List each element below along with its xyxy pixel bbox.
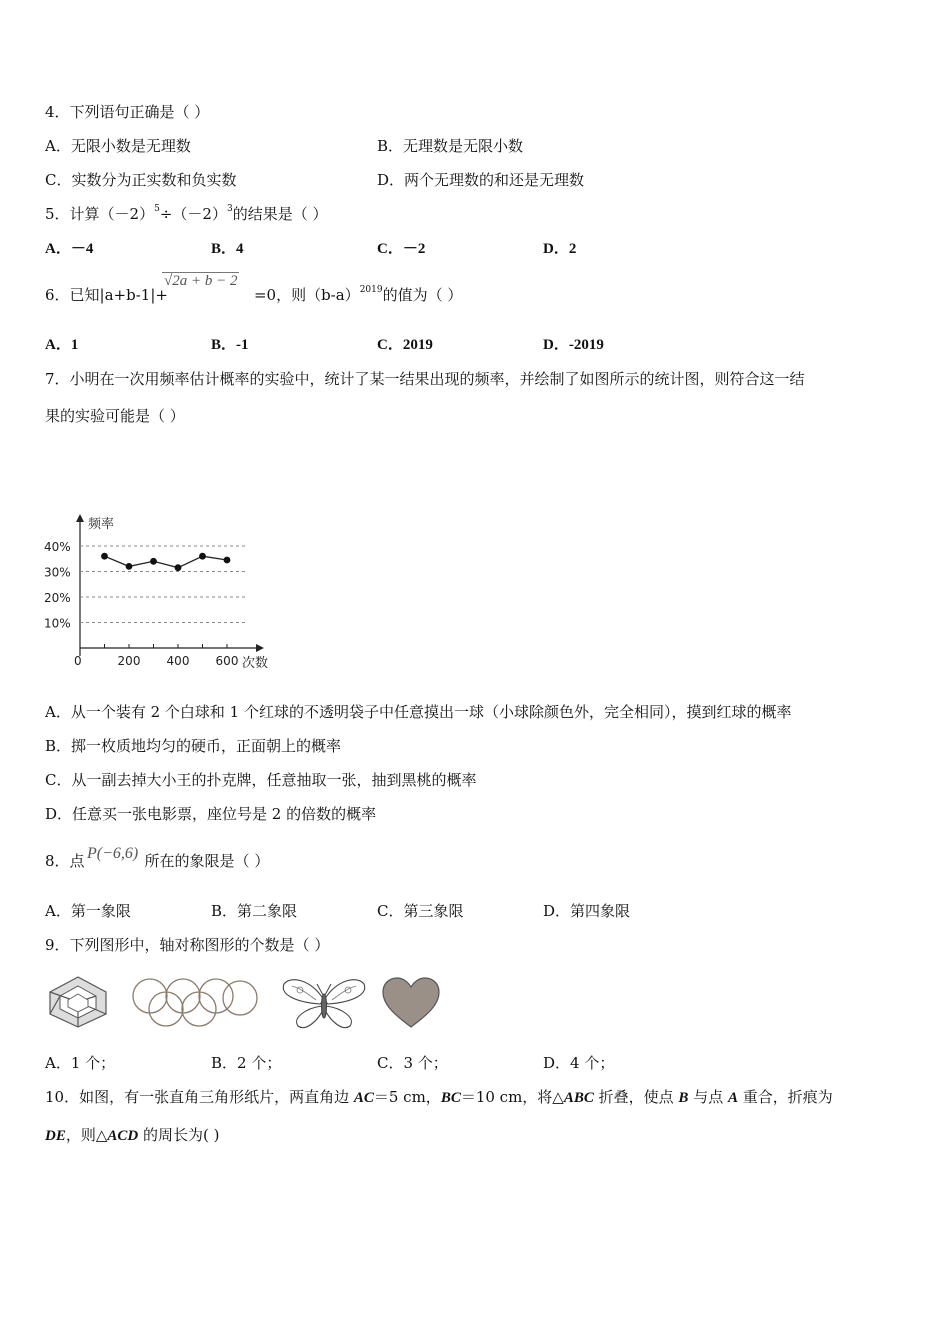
q10-stem-line1: 10．如图，有一张直角三角形纸片，两直角边 AC＝5 cm，BC＝10 cm，将△ABC 折叠，使点 B 与点 A 重合，折痕为 [45,1088,833,1106]
q6-option-b: B．-1 [211,337,249,353]
y-tick-label: 30% [44,565,71,580]
data-point [101,553,108,560]
q5-option-b: B．4 [211,241,244,257]
y-axis-arrow [76,514,84,522]
q6-stem: 6．已知|a+b-1|+ =0，则$(b-a)^{2019}$的值为（ ） [45,285,463,304]
q5-stem: 5．计算$(-2)^5\div(-2)^3$的结果是（ ） [45,204,328,223]
q7-option-c: C．从一副去掉大小王的扑克牌，任意抽取一张，抽到黑桃的概率 [45,771,477,789]
q9-option-c: C．3 个； [377,1054,448,1072]
q9-option-d: D．4 个； [543,1054,615,1072]
q4-option-b: B．无理数是无限小数 [377,137,524,155]
hexagon-knot-figure [44,974,112,1030]
heart-figure [381,977,441,1029]
q5-option-a: A．－4 [45,241,94,257]
q5-option-d: D．2 [543,241,577,257]
data-point [126,563,133,570]
q7-option-d: D．任意买一张电影票，座位号是 2 的倍数的概率 [45,805,377,823]
data-point [199,553,206,560]
data-point [224,557,231,564]
x-tick-label: 200 [117,654,141,668]
q8-option-c: C．第三象限 [377,902,464,920]
q6-option-a: A．1 [45,337,79,353]
q9-option-a: A．1 个； [45,1054,116,1072]
x-tick-label: 400 [166,654,190,668]
q6-option-d: D．-2019 [543,337,604,353]
frequency-chart [40,508,280,673]
q6-radical-formula: √2a + b − 2 [164,273,238,289]
y-tick-label: 40% [44,540,71,554]
x-tick-label: 600 [215,654,239,668]
q4-option-c: C．实数分为正实数和负实数 [45,171,237,189]
q10-stem-line2: DE，则△ACD 的周长为( ) [45,1126,220,1144]
q7-stem-line2: 果的实验可能是（ ） [45,407,185,425]
q7-option-b: B．掷一枚质地均匀的硬币，正面朝上的概率 [45,737,342,755]
data-point [150,558,157,565]
frequency-series-line [105,556,228,567]
origin-label: 0 [74,654,82,668]
x-axis-arrow [256,644,264,652]
y-tick-label: 20% [44,591,71,605]
x-axis-label: 次数 [242,656,269,671]
q4-option-d: D．两个无理数的和还是无理数 [377,171,585,189]
butterfly-figure [280,974,368,1032]
q7-stem-line1: 7．小明在一次用频率估计概率的实验中，统计了某一结果出现的频率，并绘制了如图所示的统计图，则符合这一结 [45,370,805,388]
q6-option-c: C．2019 [377,337,433,353]
q5-option-c: C．－2 [377,241,426,257]
y-axis-label: 频率 [88,517,115,532]
q9-option-b: B．2 个； [211,1054,282,1072]
q8-option-b: B．第二象限 [211,902,298,920]
data-point [175,564,182,571]
q4-option-a: A．无限小数是无理数 [45,137,191,155]
y-tick-label: 10% [44,616,71,631]
q4-stem: 4．下列语句正确是（ ） [45,103,210,121]
q8-point-formula: P(−6,6) [87,845,139,862]
q8-option-a: A．第一象限 [45,902,131,920]
q7-option-a: A．从一个装有 2 个白球和 1 个红球的不透明袋子中任意摸出一球（小球除颜色外，完全相同），摸到红球的概率 [45,703,792,721]
five-rings-figure [130,976,262,1028]
q9-stem: 9．下列图形中，轴对称图形的个数是（ ） [45,936,330,954]
q8-stem: 8．点 所在的象限是（ ） [45,852,270,870]
q8-option-d: D．第四象限 [543,902,631,920]
